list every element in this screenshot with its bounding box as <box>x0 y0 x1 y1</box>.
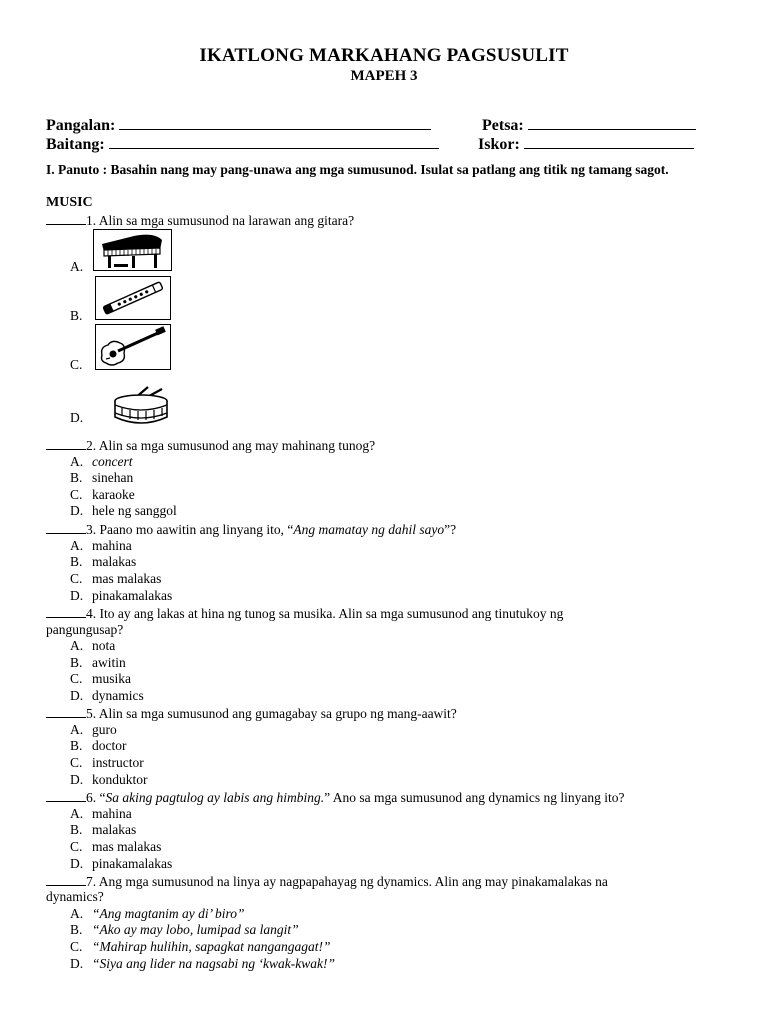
option-c <box>70 671 131 687</box>
question-text-italic: Ang mamatay ng dahil sayo <box>293 522 445 537</box>
option-letter: C. <box>70 571 83 586</box>
option-a <box>70 638 115 654</box>
option-b <box>70 470 133 486</box>
option-c <box>70 939 331 955</box>
option-text: “Ang magtanim ay di’ biro” <box>92 906 245 921</box>
option-c <box>70 839 161 855</box>
option-c <box>70 487 135 503</box>
option-text: mahina <box>92 806 132 821</box>
option-text: “Ako ay may lobo, lumipad sa langit” <box>92 922 299 937</box>
name-label: Pangalan: <box>46 117 116 134</box>
option-letter: D. <box>70 772 84 787</box>
question-text-pre: 6. “ <box>86 790 106 805</box>
score-label: Iskor: <box>478 136 520 153</box>
question-6 <box>46 789 624 806</box>
option-text: concert <box>92 454 133 469</box>
option-letter: D. <box>70 688 84 703</box>
option-letter: A. <box>70 538 84 553</box>
option-letter: D. <box>70 503 84 518</box>
question-2 <box>46 437 375 454</box>
option-b <box>70 822 136 838</box>
option-letter: A. <box>70 638 84 653</box>
option-letter: C. <box>70 671 83 686</box>
option-b <box>70 655 126 671</box>
option-text: konduktor <box>92 772 148 787</box>
question-5 <box>46 705 457 722</box>
option-d <box>70 588 172 604</box>
option-d <box>70 410 92 426</box>
option-letter: A. <box>70 722 84 737</box>
option-text: musika <box>92 671 131 686</box>
exam-title: IKATLONG MARKAHANG PAGSUSULIT <box>199 45 569 66</box>
date-field <box>482 115 696 135</box>
option-letter: C. <box>70 939 83 954</box>
option-letter: A. <box>70 454 84 469</box>
option-text: awitin <box>92 655 126 670</box>
answer-blank[interactable] <box>46 521 86 534</box>
option-c <box>70 571 161 587</box>
option-c <box>70 357 92 373</box>
option-d <box>70 503 177 519</box>
section-heading: MUSIC <box>46 195 93 210</box>
option-a <box>70 259 92 275</box>
option-text: pinakamalakas <box>92 588 173 603</box>
score-line[interactable] <box>524 134 694 149</box>
option-letter: B. <box>70 470 83 485</box>
grade-field <box>46 134 439 154</box>
grand-piano-icon <box>93 229 172 271</box>
option-letter: B. <box>70 922 83 937</box>
question-text: 1. Alin sa mga sumusunod na larawan ang gitara? <box>86 213 355 228</box>
option-text: hele ng sanggol <box>92 503 177 518</box>
option-text: dynamics <box>92 688 144 703</box>
flute-icon <box>95 276 171 320</box>
question-text: 4. Ito ay ang lakas at hina ng tunog sa musika. Alin sa mga sumusunod ang tinutukoy ng <box>86 606 564 621</box>
option-letter: D. <box>70 588 84 603</box>
answer-blank[interactable] <box>46 437 86 450</box>
exam-subtitle: MAPEH 3 <box>350 68 418 84</box>
option-letter: D. <box>70 410 84 425</box>
answer-blank[interactable] <box>46 789 86 802</box>
option-letter: B. <box>70 738 83 753</box>
option-d <box>70 688 144 704</box>
question-4 <box>46 605 563 622</box>
option-b <box>70 922 299 938</box>
question-7-continuation: dynamics? <box>46 889 104 904</box>
answer-blank[interactable] <box>46 212 86 225</box>
option-letter: C. <box>70 357 83 372</box>
date-label: Petsa: <box>482 117 524 134</box>
instructions: I. Panuto : Basahin nang may pang-unawa ang mga sumusunod. Isulat sa patlang ang titik ng tamang sagot. <box>46 162 669 177</box>
option-a <box>70 538 132 554</box>
option-b <box>70 738 127 754</box>
option-letter: C. <box>70 487 83 502</box>
option-text: “Siya ang lider na nagsabi ng ‘kwak-kwak!” <box>92 956 335 971</box>
grade-label: Baitang: <box>46 136 105 153</box>
option-a <box>70 906 245 922</box>
option-d <box>70 772 148 788</box>
option-d <box>70 956 335 972</box>
option-text: mahina <box>92 538 132 553</box>
option-letter: B. <box>70 655 83 670</box>
option-letter: B. <box>70 822 83 837</box>
option-letter: A. <box>70 906 84 921</box>
option-letter: B. <box>70 308 83 323</box>
date-line[interactable] <box>528 115 696 130</box>
option-letter: D. <box>70 856 84 871</box>
drum-icon <box>110 385 172 427</box>
question-text-pre: 3. Paano mo aawitin ang linyang ito, “ <box>86 522 294 537</box>
question-text: 5. Alin sa mga sumusunod ang gumagabay sa grupo ng mang-aawit? <box>86 706 457 721</box>
guitar-icon <box>95 324 171 370</box>
option-a <box>70 806 132 822</box>
option-text: guro <box>92 722 117 737</box>
answer-blank[interactable] <box>46 605 86 618</box>
question-text: 7. Ang mga sumusunod na linya ay nagpapahayag ng dynamics. Alin ang may pinakamalakas na <box>86 874 608 889</box>
option-a <box>70 454 132 470</box>
question-text-italic: Sa aking pagtulog ay labis ang himbing. <box>105 790 325 805</box>
option-c <box>70 755 144 771</box>
option-text: pinakamalakas <box>92 856 173 871</box>
option-letter: A. <box>70 259 84 274</box>
question-3 <box>46 521 456 538</box>
question-4-continuation: pangungusap? <box>46 622 124 637</box>
option-b <box>70 554 136 570</box>
question-text-post: ”? <box>444 522 457 537</box>
name-field <box>46 115 431 135</box>
option-text: karaoke <box>92 487 135 502</box>
option-letter: A. <box>70 806 84 821</box>
option-text: mas malakas <box>92 571 162 586</box>
option-text: mas malakas <box>92 839 162 854</box>
option-letter: C. <box>70 755 83 770</box>
answer-blank[interactable] <box>46 705 86 718</box>
question-7 <box>46 873 608 890</box>
question-text-post: ” Ano sa mga sumusunod ang dynamics ng linyang ito? <box>324 790 625 805</box>
option-text: “Mahirap hulihin, sapagkat nangangagat!” <box>92 939 331 954</box>
option-text: sinehan <box>92 470 134 485</box>
option-text: malakas <box>92 554 137 569</box>
option-b <box>70 308 92 324</box>
name-line[interactable] <box>119 115 431 130</box>
option-text: nota <box>92 638 116 653</box>
score-field <box>478 134 694 154</box>
grade-line[interactable] <box>109 134 439 149</box>
option-d <box>70 856 172 872</box>
question-text: 2. Alin sa mga sumusunod ang may mahinang tunog? <box>86 438 376 453</box>
option-letter: D. <box>70 956 84 971</box>
question-1 <box>46 212 354 229</box>
option-letter: C. <box>70 839 83 854</box>
option-text: instructor <box>92 755 144 770</box>
answer-blank[interactable] <box>46 873 86 886</box>
option-a <box>70 722 117 738</box>
option-text: doctor <box>92 738 127 753</box>
option-text: malakas <box>92 822 137 837</box>
option-letter: B. <box>70 554 83 569</box>
